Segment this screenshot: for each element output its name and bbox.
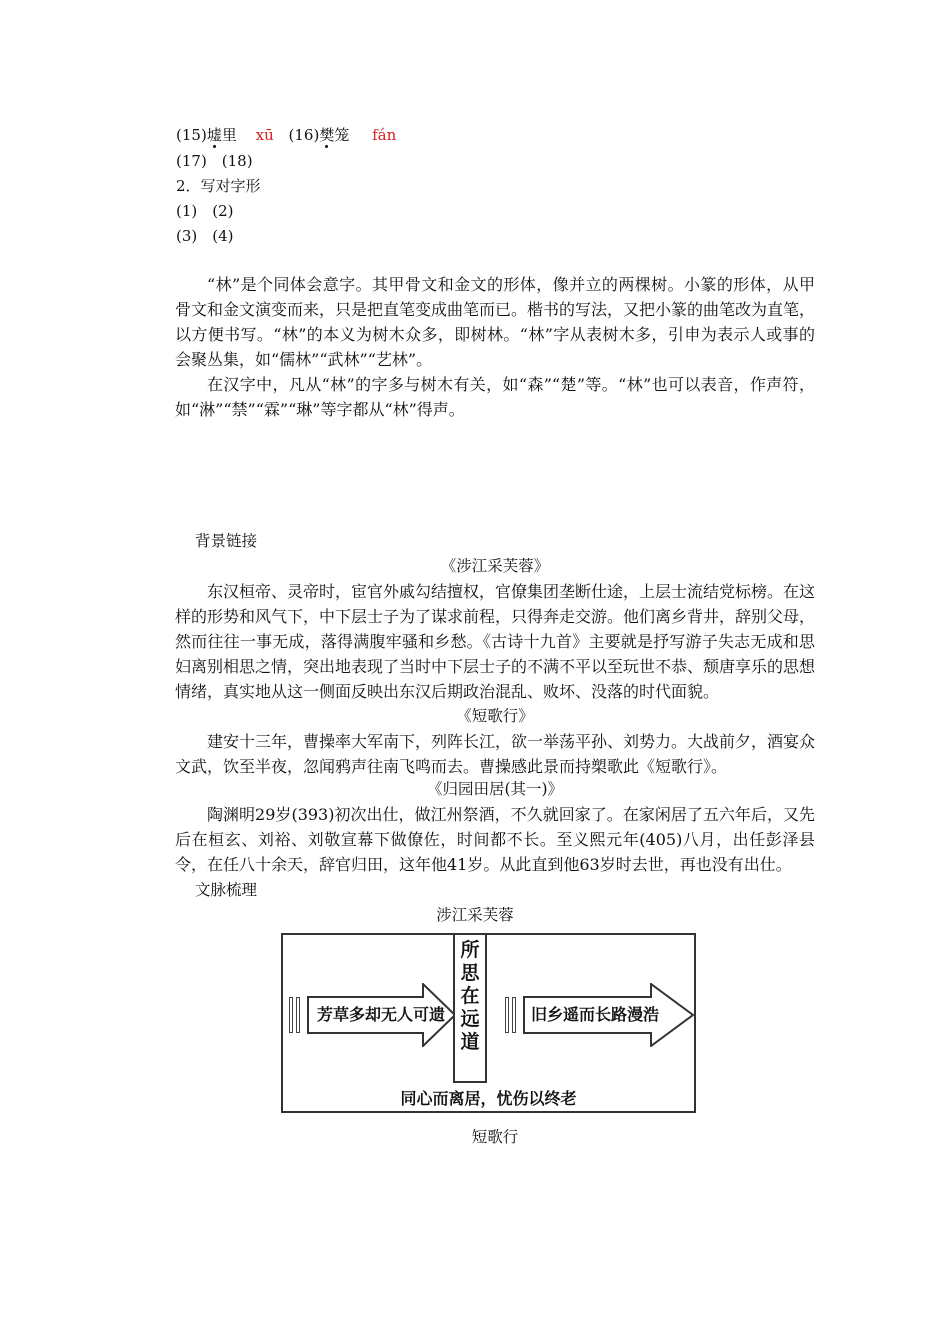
diagram-title: 涉江采芙蓉	[436, 906, 514, 924]
word-15-char: 里	[221, 126, 237, 144]
right-arrow-text: 旧乡遥而长路漫浩	[531, 1005, 660, 1024]
item-number-16: (16)	[288, 126, 320, 144]
center-char: 在	[460, 985, 480, 1007]
background-paragraph-1: 东汉桓帝、灵帝时，宦官外戚勾结擅权，官僚集团垄断仕途，上层士流结党标榜。在这样的形势和风气下，中下层士子为了谋求前程，只得奔走交游。他们离乡背井，辞别父母，然而往往一事无成，落得满腹牢骚和乡愁。《古诗十九首》主要就是抒写游子失志无成和思妇离别相思之情，突出地表现了当时中下层士子的不满不平以至玩世不恭、颓唐享乐的思想情绪，真实地从这一侧面反映出东汉后期政治混乱、败坏、没落的时代面貌。	[175, 582, 816, 701]
center-box	[453, 933, 487, 1083]
center-char: 远	[460, 1008, 480, 1030]
structure-heading: 文脉梳理	[195, 881, 258, 899]
left-bars-decoration	[289, 997, 303, 1033]
poem-title-1: 《涉江采芙蓉》	[440, 557, 550, 575]
right-bars-decoration	[505, 997, 519, 1033]
item-number-15: (15)	[176, 126, 207, 144]
poem-title-2: 《短歌行》	[456, 707, 534, 725]
background-paragraph-2: 建安十三年，曹操率大军南下，列阵长江，欲一举荡平孙、刘势力。大战前夕，酒宴众文武，饮至半夜，忽闻鸦声往南飞鸣而去。曹操感此景而持槊歌此《短歌行》。	[175, 732, 816, 776]
character-note-paragraph-2: 在汉字中，凡从“林”的字多与树木有关，如“森”“楚”等。“林”也可以表音，作声符，如“淋”“禁”“霖”“琳”等字都从“林”得声。	[175, 375, 815, 419]
exercise-row-15-16	[176, 124, 396, 146]
center-char: 所	[460, 939, 480, 961]
structure-diagram	[281, 933, 696, 1113]
exercise-row-17-18: (17) (18)	[176, 152, 253, 170]
pinyin-15-answer: xū	[255, 126, 274, 144]
character-note	[175, 272, 815, 422]
exercise-row-1-2: (1) (2)	[176, 202, 234, 220]
exercise-heading-2: 2．写对字形	[176, 177, 261, 195]
background-heading: 背景链接	[195, 532, 258, 550]
word-16-char-dotted: 樊	[319, 126, 335, 144]
exercise-row-3-4: (3) (4)	[176, 227, 234, 245]
background-paragraph-1-wrap	[175, 579, 815, 704]
poem-title-3: 《归园田居(其一)》	[426, 780, 564, 798]
character-note-paragraph-1: “林”是个同体会意字。其甲骨文和金文的形体，像并立的两棵树。小篆的形体，从甲骨文和金文演变而来，只是把直笔变成曲笔而已。楷书的写法，又把小篆的曲笔改为直笔，以方便书写。“林”的本义为树木众多，即树林。“林”字从表树木多，引申为表示人或事的会聚丛集，如“儒林”“武林”“艺林”。	[175, 275, 816, 369]
center-char: 思	[460, 962, 480, 984]
background-paragraph-3-wrap	[175, 802, 815, 877]
word-16-char: 笼	[334, 126, 350, 144]
word-15-char-dotted: 墟	[206, 126, 222, 144]
diagram-bottom-text: 同心而离居，忧伤以终老	[400, 1089, 577, 1108]
left-arrow-text: 芳草多却无人可遗	[317, 1005, 446, 1024]
background-paragraph-3: 陶渊明29岁(393)初次出仕，做江州祭酒，不久就回家了。在家闲居了五六年后，又先后在桓玄、刘裕、刘敬宣幕下做僚佐，时间都不长。至义熙元年(405)八月，出任彭泽县令，在任八十余天，辞官归田，这年他41岁。从此直到他63岁时去世，再也没有出仕。	[175, 805, 815, 874]
pinyin-16-answer: fán	[372, 126, 397, 144]
background-paragraph-2-wrap	[175, 729, 815, 779]
next-title: 短歌行	[471, 1128, 519, 1146]
center-char: 道	[460, 1031, 480, 1053]
